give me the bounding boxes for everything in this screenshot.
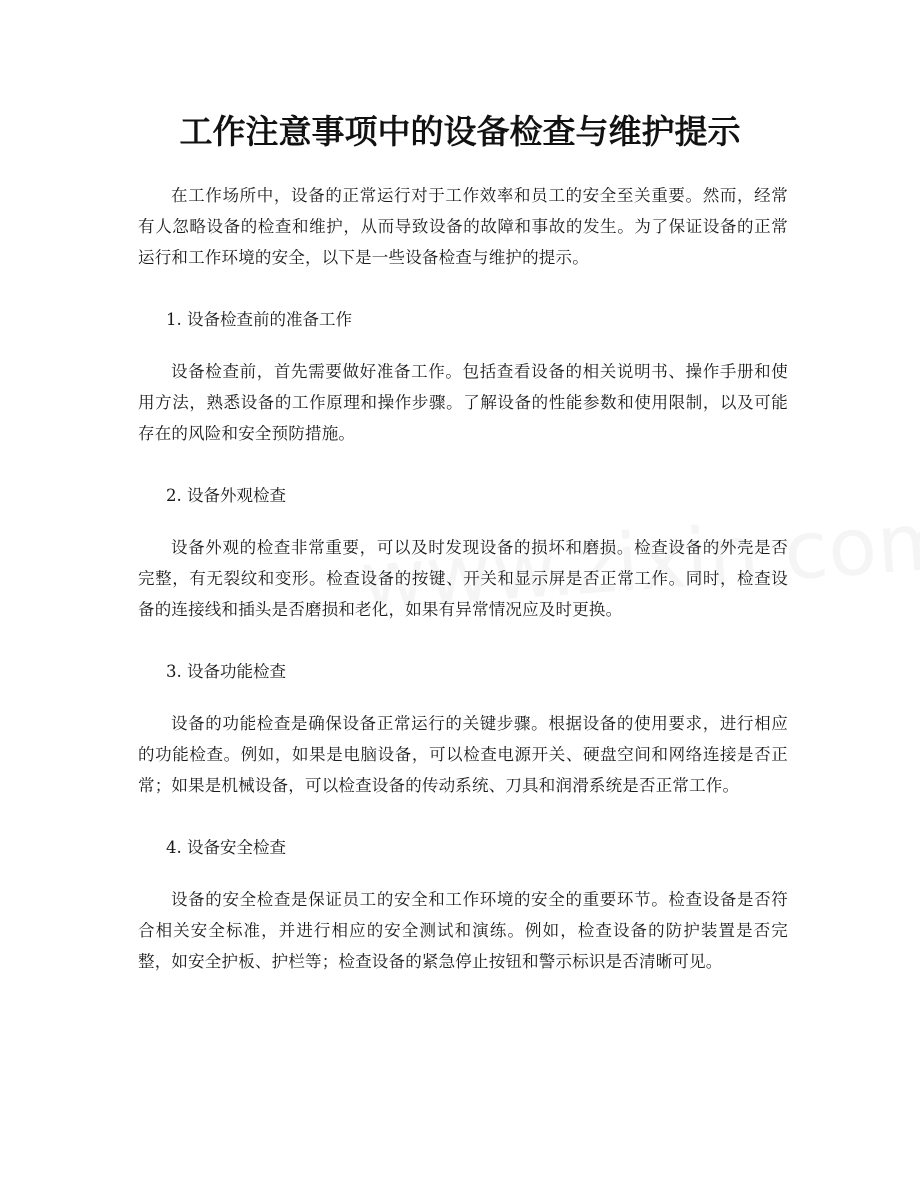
intro-paragraph: 在工作场所中，设备的正常运行对于工作效率和员工的安全至关重要。然而，经常有人忽略设备的检查和维护，从而导致设备的故障和事故的发生。为了保证设备的正常运行和工作环境的安全，以下是一些设备检查与维护的提示。 (138, 186, 788, 267)
section-paragraph-4: 设备的安全检查是保证员工的安全和工作环境的安全的重要环节。检查设备是否符合相关安全标准，并进行相应的安全测试和演练。例如，检查设备的防护装置是否完整，如安全护板、护栏等；检查设备的紧急停止按钮和警示标识是否清晰可见。 (138, 890, 788, 971)
section-paragraph-3: 设备的功能检查是确保设备正常运行的关键步骤。根据设备的使用要求，进行相应的功能检查。例如，如果是电脑设备，可以检查电源开关、硬盘空间和网络连接是否正常；如果是机械设备，可以检查设备的传动系统、刀具和润滑系统是否正常工作。 (138, 714, 788, 795)
section-heading-4: 4. 设备安全检查 (166, 838, 286, 857)
section-heading-1: 1. 设备检查前的准备工作 (166, 310, 352, 329)
section-heading-3: 3. 设备功能检查 (166, 662, 286, 681)
document-title: 工作注意事项中的设备检查与维护提示 (179, 112, 741, 151)
document-body (138, 180, 788, 1008)
section-heading-2: 2. 设备外观检查 (166, 486, 286, 505)
section-paragraph-1: 设备检查前，首先需要做好准备工作。包括查看设备的相关说明书、操作手册和使用方法，熟悉设备的工作原理和操作步骤。了解设备的性能参数和使用限制，以及可能存在的风险和安全预防措施。 (138, 362, 788, 443)
section-paragraph-2: 设备外观的检查非常重要，可以及时发现设备的损坏和磨损。检查设备的外壳是否完整，有无裂纹和变形。检查设备的按键、开关和显示屏是否正常工作。同时，检查设备的连接线和插头是否磨损和老化，如果有异常情况应及时更换。 (138, 538, 788, 619)
